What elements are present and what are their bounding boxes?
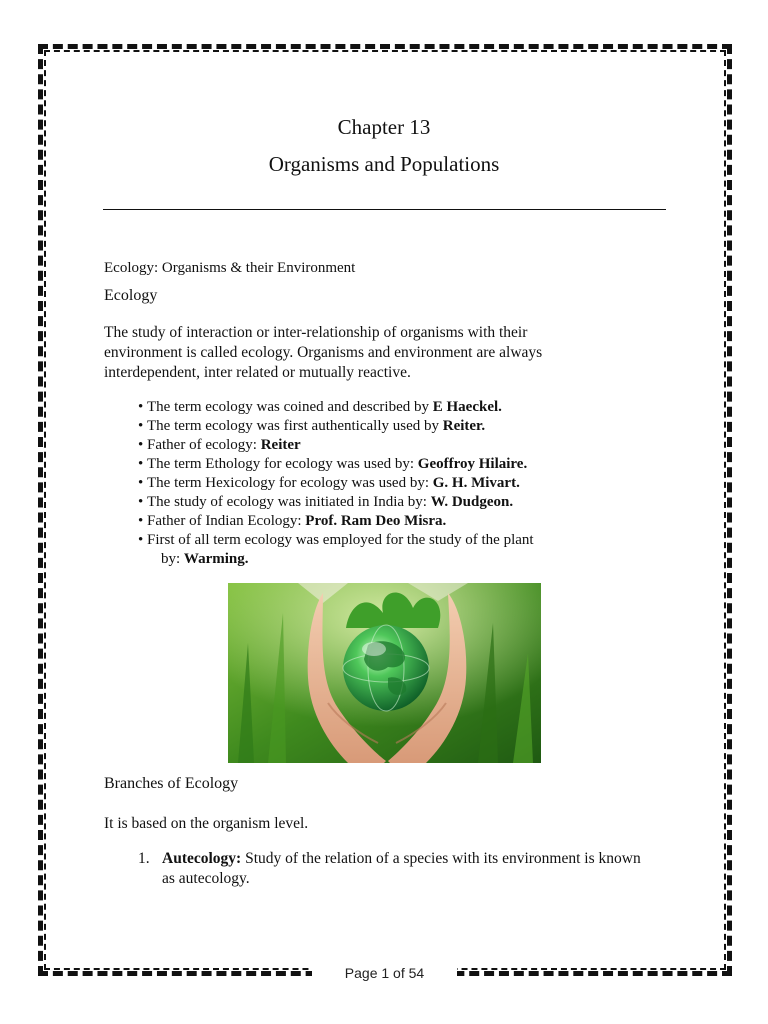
chapter-number: Chapter 13 [337, 115, 431, 139]
fact-text: The term Ethology for ecology was used by: [147, 456, 418, 472]
fact-answer: Reiter [260, 437, 301, 453]
fact-text: The study of ecology was initiated in India by: [147, 494, 431, 510]
item-term: Autecology: [162, 850, 242, 867]
list-item [138, 417, 608, 436]
title-divider [103, 209, 666, 210]
fact-text-continued: by: [161, 551, 184, 567]
bullet-icon: • [138, 418, 144, 434]
chapter-title: Organisms and Populations [268, 152, 500, 176]
fact-text: The term ecology was coined and described by [147, 399, 433, 415]
fact-text: Father of Indian Ecology: [147, 513, 306, 529]
branches-heading: Branches of Ecology [104, 775, 239, 792]
bullet-icon: • [138, 437, 144, 453]
item-description: Study of the relation of a species with its environment is known as autecology. [162, 850, 641, 887]
fact-answer: G. H. Mivart. [432, 475, 520, 491]
bullet-icon: • [138, 513, 144, 529]
list-item [138, 493, 608, 512]
ecology-facts-list [138, 398, 608, 569]
fact-text: The term ecology was first authentically used by [147, 418, 443, 434]
list-item [138, 455, 608, 474]
branches-intro: It is based on the organism level. [104, 815, 309, 832]
globe-in-hands-image [228, 583, 541, 763]
bullet-icon: • [138, 532, 144, 548]
bullet-icon: • [138, 456, 144, 472]
item-number: 1. [138, 850, 150, 867]
page-number: Page 1 of 54 [344, 965, 425, 981]
list-item [138, 512, 608, 531]
list-item [138, 398, 608, 417]
fact-answer: Reiter. [442, 418, 486, 434]
numbered-list-item [138, 849, 648, 889]
fact-answer: W. Dudgeon. [430, 494, 514, 510]
fact-answer: Warming. [183, 551, 249, 567]
list-item [138, 474, 608, 493]
bullet-icon: • [138, 399, 144, 415]
fact-answer: Geoffroy Hilaire. [417, 456, 528, 472]
list-item [138, 531, 608, 569]
ecology-definition-paragraph: The study of interaction or inter-relationship of organisms with their environment is called ecology. Organisms and environment are always interdependent, inter related or mutually reactive. [104, 324, 543, 381]
list-item [138, 436, 608, 455]
bullet-icon: • [138, 475, 144, 491]
fact-text: Father of ecology: [147, 437, 261, 453]
fact-answer: Prof. Ram Deo Misra. [305, 513, 447, 529]
section-subheading: Ecology [104, 287, 158, 304]
fact-answer: E Haeckel. [432, 399, 502, 415]
fact-text: First of all term ecology was employed for the study of the plant [147, 532, 534, 548]
section-heading: Ecology: Organisms & their Environment [104, 260, 356, 276]
bullet-icon: • [138, 494, 144, 510]
fact-text: The term Hexicology for ecology was used by: [147, 475, 433, 491]
